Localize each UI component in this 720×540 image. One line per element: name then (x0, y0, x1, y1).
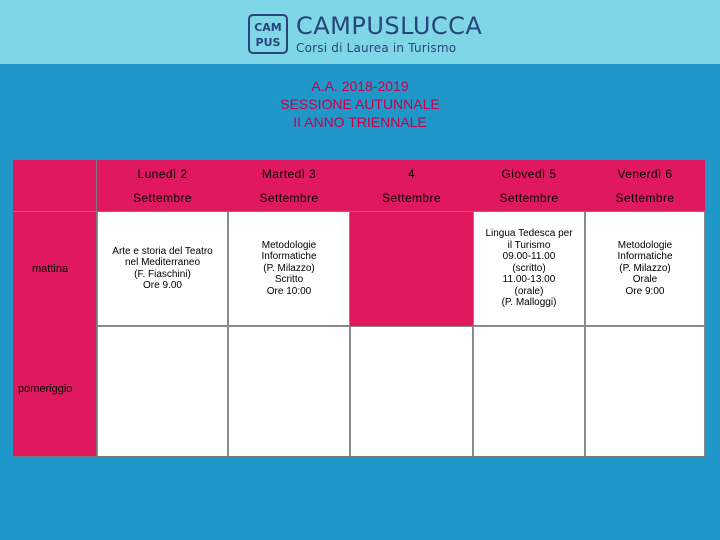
pomeriggio-thursday-cell (473, 326, 585, 457)
course-year: II ANNO TRIENNALE (293, 114, 427, 130)
mattina-thursday-cell: Lingua Tedesca per il Turismo 09.00-11.00 (scritto) 11.00-13.00 (orale) (P. Malloggi) (473, 211, 585, 326)
pomeriggio-friday-cell (585, 326, 705, 457)
logo-subtitle: Corsi di Laurea in Turismo (296, 41, 457, 55)
day-header-thursday: Giovedì 5 Settembre (473, 160, 585, 211)
day-header-wednesday: 4 Settembre (350, 160, 473, 211)
row-label-pomeriggio: pomeriggio (18, 383, 73, 395)
day-header-friday: Venerdì 6 Settembre (585, 160, 705, 211)
header-divider-line (13, 211, 705, 212)
day-header-tuesday: Martedì 3 Settembre (228, 160, 350, 211)
day-header-monday: Lunedì 2 Settembre (97, 160, 228, 211)
label-column-divider (96, 160, 97, 457)
pomeriggio-monday-cell (97, 326, 228, 457)
mattina-friday-cell: Metodologie Informatiche (P. Milazzo) Orale Ore 9:00 (585, 211, 705, 326)
mattina-tuesday-cell: Metodologie Informatiche (P. Milazzo) Scritto Ore 10:00 (228, 211, 350, 326)
row-label-mattina: mattina (32, 263, 69, 275)
academic-year: A.A. 2018-2019 (311, 78, 409, 94)
table-corner (13, 160, 97, 211)
logo-name: CAMPUSLUCCA (296, 12, 483, 40)
mattina-monday-cell: Arte e storia del Teatro nel Mediterraneo (F. Fiaschini) Ore 9.00 (97, 211, 228, 326)
session-name: SESSIONE AUTUNNALE (280, 96, 440, 112)
row-label-column (13, 211, 97, 457)
pomeriggio-tuesday-cell (228, 326, 350, 457)
svg-text:CAM: CAM (254, 21, 282, 34)
svg-text:PUS: PUS (255, 36, 281, 49)
table-bottom-line (13, 456, 705, 457)
mattina-wednesday-cell (350, 211, 473, 326)
pomeriggio-wednesday-cell (350, 326, 473, 457)
